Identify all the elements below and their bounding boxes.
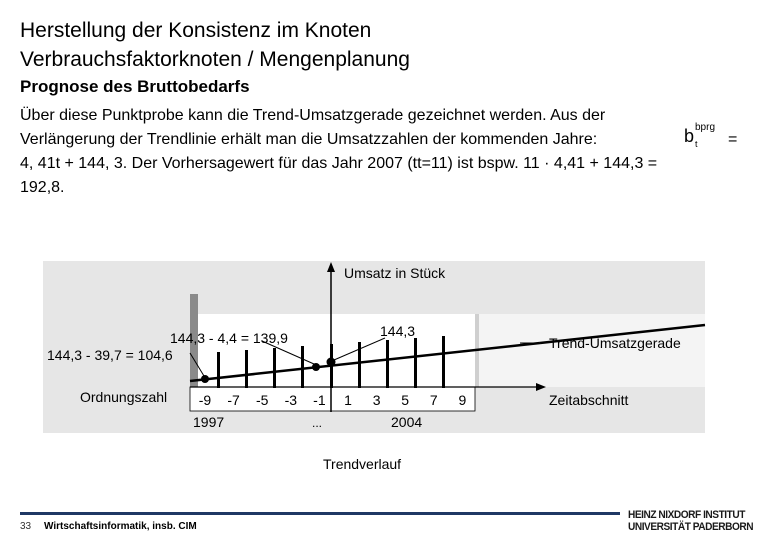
paragraph-line3: 4, 41t + 144, 3. Der Vorhersagewert für das Jahr 2007 (tt=11) ist bspw. 11 · 4,41 + 144,3 = [20, 155, 658, 172]
bar-marker-1 [217, 352, 220, 388]
tick-label: 3 [372, 392, 381, 408]
paragraph-line1: Über diese Punktprobe kann die Trend-Umsatzgerade gezeichnet werden. Aus der [20, 107, 606, 124]
trend-label: Trend-Umsatzgerade [549, 335, 681, 351]
figure-caption: Trendverlauf [323, 456, 402, 472]
formula-symbol-base: b [684, 126, 695, 146]
annot-center: 144,3 [380, 323, 416, 339]
tick-label: 9 [458, 392, 467, 408]
slide-title-line1: Herstellung der Konsistenz im Knoten [20, 19, 372, 42]
tick-label: 5 [401, 392, 410, 408]
formula-symbol-sup: bprg [695, 122, 716, 133]
institute-logo [628, 509, 768, 533]
point-left [201, 375, 209, 383]
page-number: 33 [20, 521, 32, 532]
y-axis-label: Umsatz in Stück [344, 265, 446, 281]
footer-label: Wirtschaftsinformatik, insb. CIM [44, 521, 197, 532]
ordnungszahl-label: Ordnungszahl [80, 389, 168, 405]
tick-label: -3 [284, 392, 298, 408]
bar-marker-4 [301, 346, 304, 388]
logo-line1: HEINZ NIXDORF INSTITUT [628, 509, 745, 521]
logo-line2: UNIVERSITÄT PADERBORN [628, 521, 754, 533]
paragraph-line2-text: Verlängerung der Trendlinie erhält man die Umsatzzahlen der kommenden Jahre: [20, 131, 598, 148]
tick-label: -1 [313, 392, 326, 408]
footer-divider [20, 512, 620, 515]
x-axis-label: Zeitabschnitt [549, 392, 629, 408]
tick-label: 1 [344, 392, 352, 408]
tick-label: 7 [429, 392, 438, 408]
year-right: 2004 [391, 414, 423, 430]
bar-marker-3 [273, 348, 276, 388]
paragraph-line2-equals: = [728, 131, 738, 148]
bar-marker-8 [414, 338, 417, 388]
bar-marker-7 [386, 340, 389, 388]
bar-marker-9 [442, 336, 445, 388]
point-mid [312, 363, 320, 371]
slide-subtitle: Prognose des Bruttobedarfs [20, 77, 250, 96]
annot-left-top: 144,3 - 4,4 = 139,9 [170, 330, 288, 346]
tick-label: -5 [255, 392, 269, 408]
bar-marker-2 [245, 350, 248, 388]
tick-label: -7 [227, 392, 240, 408]
year-left: 1997 [193, 414, 225, 430]
point-center [327, 358, 336, 367]
tick-label: -9 [198, 392, 212, 408]
slide-title-line2: Verbrauchsfaktorknoten / Mengenplanung [20, 48, 410, 71]
formula-symbol-sub: t [695, 139, 698, 149]
year-dots: ... [312, 416, 323, 430]
annot-left: 144,3 - 39,7 = 104,6 [47, 347, 173, 363]
paragraph-line4: 192,8. [20, 179, 65, 196]
